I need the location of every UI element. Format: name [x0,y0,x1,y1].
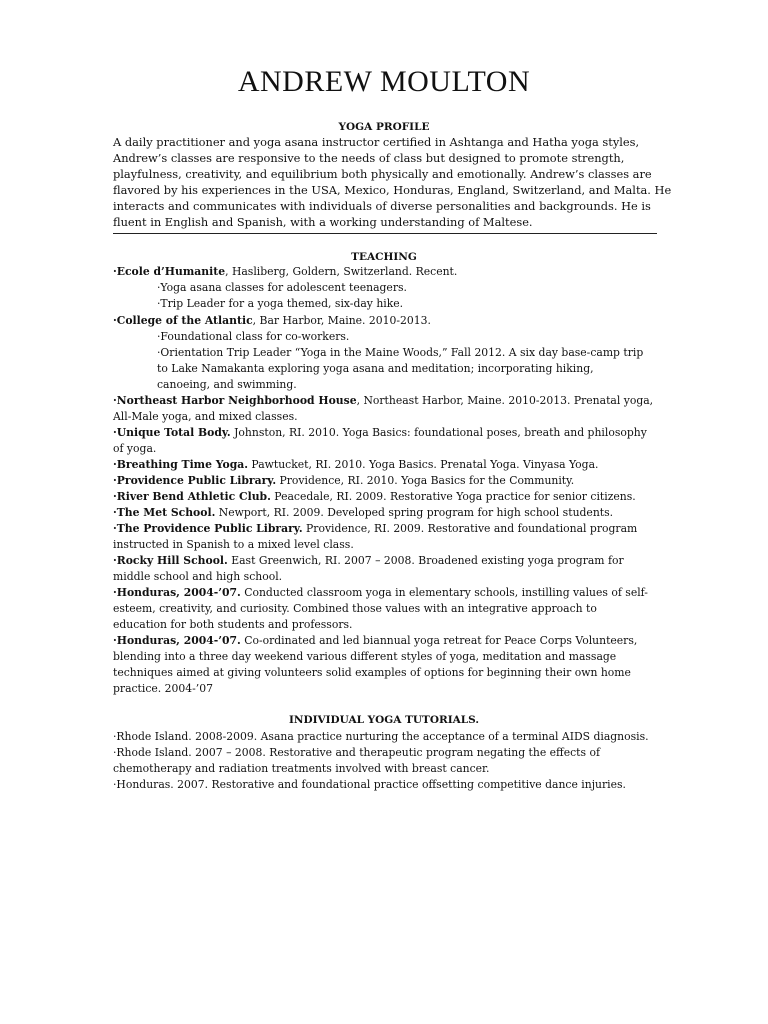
entry-text: Providence, RI. 2010. Yoga Basics for the Community. [276,474,575,487]
teaching-entry [113,409,298,425]
entry-text: middle school and high school. [113,570,283,583]
entry-title: ·Honduras, 2004-’07. [113,586,241,599]
entry-title: ·Honduras, 2004-’07. [113,634,241,647]
teaching-entry [113,617,352,633]
entry-text: Johnston, RI. 2010. Yoga Basics: foundational poses, breath and philosophy [230,426,647,439]
profile-line: A daily practitioner and yoga asana instructor certified in Ashtanga and Hatha yoga styles, [113,135,640,149]
teaching-entry [113,649,616,665]
entry-title: ·The Met School. [113,506,216,519]
teaching-entry [113,553,624,569]
profile-line: flavored by his experiences in the USA, Mexico, Honduras, England, Switzerland, and Malta. He [113,183,672,197]
entry-text: techniques aimed at giving volunteers solid examples of options for beginning their own home [113,666,631,679]
teaching-entry [157,329,349,345]
teaching-entry [113,633,637,649]
entry-title: ·Rocky Hill School. [113,554,228,567]
entry-text: All-Male yoga, and mixed classes. [113,410,298,423]
section-divider [113,233,657,234]
tutorial-entry: ·Rhode Island. 2008-2009. Asana practice nurturing the acceptance of a terminal AIDS diagnosis. [113,730,649,743]
entry-text: ·Foundational class for co-workers. [157,330,350,343]
entry-title: ·Providence Public Library. [113,474,277,487]
yoga-profile-heading: YOGA PROFILE [338,121,430,133]
tutorials-heading: INDIVIDUAL YOGA TUTORIALS. [288,714,480,726]
entry-text: esteem, creativity, and curiosity. Combined those values with an integrative approach to [113,602,597,615]
entry-text: canoeing, and swimming. [157,378,297,391]
teaching-entry [157,296,403,312]
entry-text: , Bar Harbor, Maine. 2010-2013. [252,314,431,327]
teaching-entry [157,377,297,393]
tutorial-entry: ·Rhode Island. 2007 – 2008. Restorative and therapeutic program negating the effects of [113,746,600,759]
entry-text: instructed in Spanish to a mixed level class. [113,538,354,551]
profile-line: fluent in English and Spanish, with a working understanding of Maltese. [113,215,533,229]
entry-title: ·The Providence Public Library. [113,522,303,535]
tutorial-entry: chemotherapy and radiation treatments involved with breast cancer. [113,762,490,775]
entry-text: ·Trip Leader for a yoga themed, six-day hike. [157,297,404,310]
teaching-heading: TEACHING [351,251,417,263]
profile-line: interacts and communicates with individuals of diverse personalities and backgrounds. He is [113,199,651,213]
entry-text: Conducted classroom yoga in elementary schools, instilling values of self- [240,586,648,599]
entry-text: Pawtucket, RI. 2010. Yoga Basics. Prenatal Yoga. Vinyasa Yoga. [248,458,599,471]
entry-title: ·Unique Total Body. [113,426,231,439]
entry-text: Peacedale, RI. 2009. Restorative Yoga practice for senior citizens. [270,490,636,503]
teaching-entry [113,457,598,473]
teaching-entry [113,569,282,585]
teaching-entry [157,345,643,361]
profile-line: Andrew’s classes are responsive to the needs of class but designed to promote strength, [113,151,625,165]
teaching-entry [113,537,354,553]
teaching-entry [113,521,637,537]
teaching-entry [113,264,457,280]
teaching-entry [113,505,613,521]
entry-text: practice. 2004-’07 [113,682,213,695]
entry-text: education for both students and professors. [113,618,353,631]
entry-text: blending into a three day weekend various different styles of yoga, meditation and massage [113,650,617,663]
entry-text: to Lake Namakanta exploring yoga asana and meditation; incorporating hiking, [157,362,594,375]
teaching-entry [113,681,213,697]
teaching-entry [113,473,574,489]
entry-title: ·Ecole d’Humanite [113,265,226,278]
entry-text: East Greenwich, RI. 2007 – 2008. Broadened existing yoga program for [227,554,624,567]
entry-text: Newport, RI. 2009. Developed spring program for high school students. [215,506,614,519]
profile-line: playfulness, creativity, and equilibrium both physically and emotionally. Andrew’s classes are [113,167,652,181]
teaching-entry [113,489,636,505]
entry-text: , Hasliberg, Goldern, Switzerland. Recent. [225,265,458,278]
teaching-entry [113,665,631,681]
entry-text: of yoga. [113,442,157,455]
entry-text: Providence, RI. 2009. Restorative and foundational program [302,522,638,535]
tutorial-entry: ·Honduras. 2007. Restorative and foundational practice offsetting competitive dance injuries. [113,778,626,791]
entry-text: ·Yoga asana classes for adolescent teenagers. [157,281,407,294]
teaching-entry [157,280,407,296]
entry-text: ·Orientation Trip Leader “Yoga in the Maine Woods,” Fall 2012. A six day base-camp trip [157,346,644,359]
teaching-entry [113,393,653,409]
teaching-entry [113,585,648,601]
teaching-entry [157,361,594,377]
teaching-entry [113,441,156,457]
teaching-entry [113,601,597,617]
teaching-entry [113,425,647,441]
entry-title: ·River Bend Athletic Club. [113,490,271,503]
entry-title: ·Northeast Harbor Neighborhood House [113,394,357,407]
entry-title: ·Breathing Time Yoga. [113,458,248,471]
entry-text: , Northeast Harbor, Maine. 2010-2013. Prenatal yoga, [356,394,654,407]
teaching-entry [113,313,431,329]
entry-title: ·College of the Atlantic [113,314,253,327]
page-title: ANDREW MOULTON [237,65,531,98]
entry-text: Co-ordinated and led biannual yoga retreat for Peace Corps Volunteers, [240,634,638,647]
